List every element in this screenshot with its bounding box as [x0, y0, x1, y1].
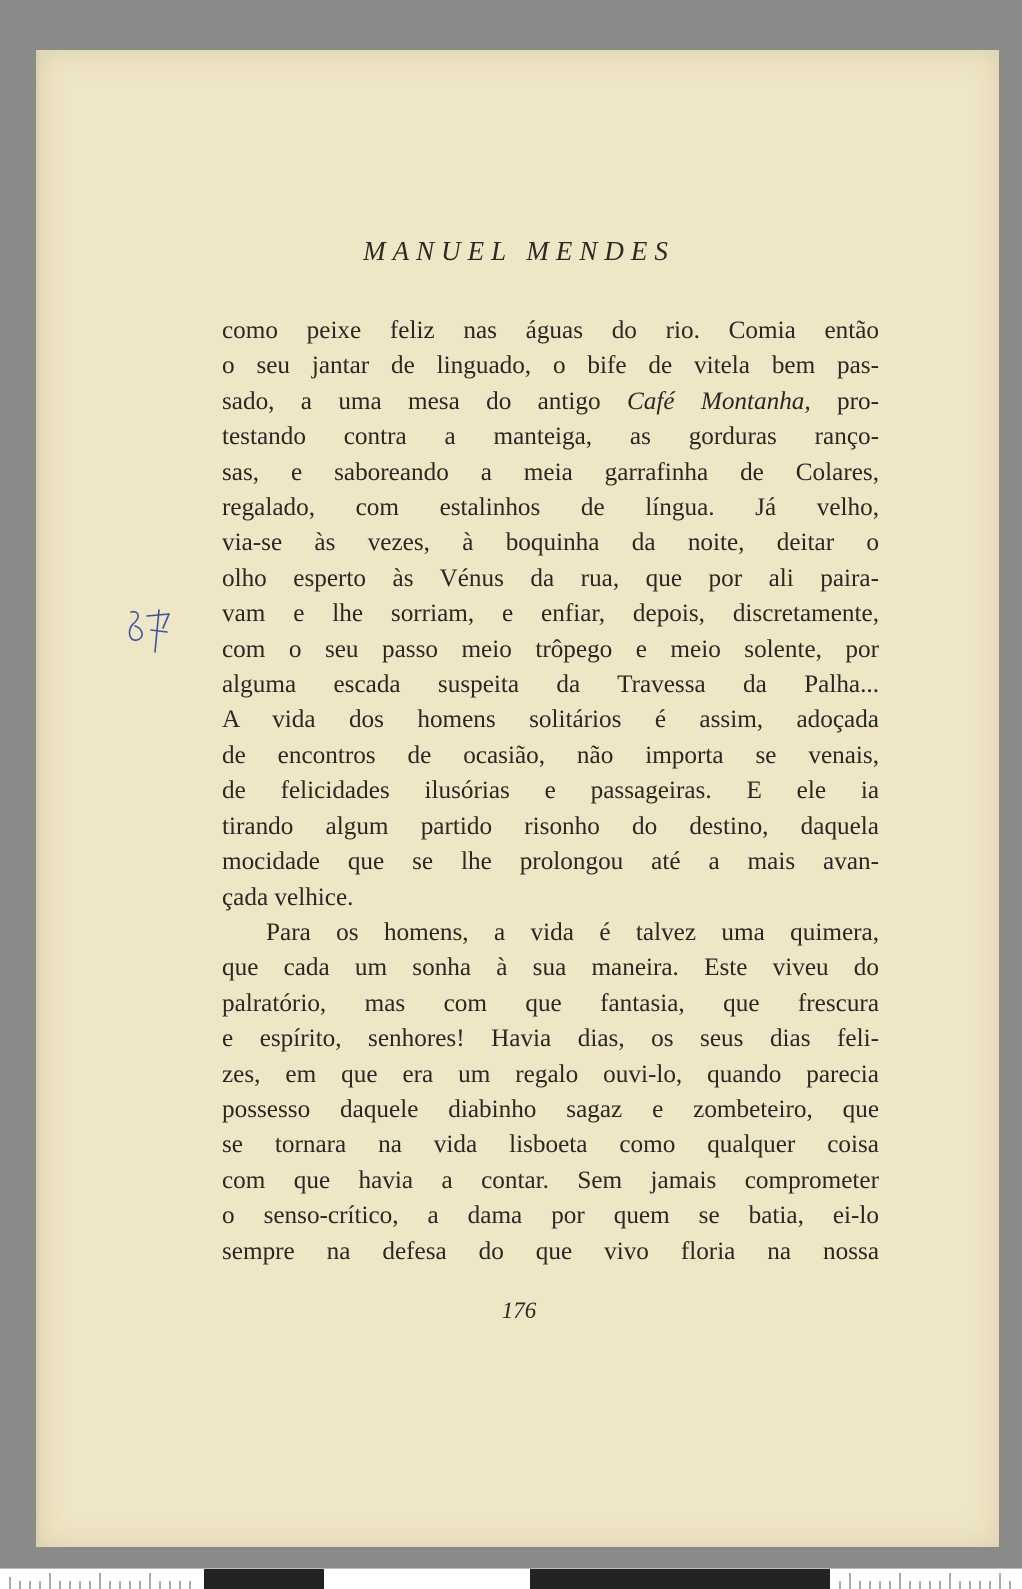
- text-line: sas, e saboreando a meia garrafinha de Colares,: [222, 458, 879, 486]
- text-line: sempre na defesa do que vivo floria na nossa: [222, 1237, 879, 1265]
- text-line: via-se às vezes, à boquinha da noite, deitar o: [222, 529, 879, 557]
- text-line: vam e lhe sorriam, e enfiar, depois, discretamente,: [222, 600, 879, 628]
- text-line: alguma escada suspeita da Travessa da Palha...: [222, 671, 879, 699]
- text-line: palratório, mas com que fantasia, que frescura: [222, 989, 879, 1017]
- text-line: de encontros de ocasião, não importa se venais,: [222, 741, 879, 769]
- text-line-mixed: [222, 384, 879, 419]
- folio-handwriting: [125, 606, 175, 656]
- text-line: como peixe feliz nas águas do rio. Comia então: [222, 317, 879, 344]
- text-line: Para os homens, a vida é talvez uma quimera,: [266, 918, 879, 946]
- text-line: o senso-crítico, a dama por quem se batia, ei-lo: [222, 1202, 879, 1230]
- text-line: que cada um sonha à sua maneira. Este viveu do: [222, 954, 879, 982]
- page-number: 176: [501, 1298, 537, 1323]
- text-line: çada velhice.: [222, 883, 354, 911]
- text-line: A vida dos homens solitários é assim, adoçada: [222, 706, 879, 734]
- folio-pencil-mark: [125, 606, 175, 656]
- book-page: [36, 50, 999, 1547]
- running-head: MANUEL MENDES: [363, 236, 675, 266]
- scale-ticks: [0, 1569, 1022, 1589]
- text-line: olho esperto às Vénus da rua, que por ali paira-: [222, 564, 879, 592]
- text-line: possesso daquele diabinho sagaz e zombeteiro, que: [222, 1095, 879, 1123]
- color-scale-bar: [0, 1568, 1022, 1589]
- text-segment: sado, a uma mesa do antigo: [222, 387, 627, 415]
- text-line: e espírito, senhores! Havia dias, os seus dias feli-: [222, 1025, 879, 1053]
- text-line: regalado, com estalinhos de língua. Já velho,: [222, 494, 879, 522]
- text-line: de felicidades ilusórias e passageiras. E ele ia: [222, 777, 879, 805]
- text-line: zes, em que era um regalo ouvi-lo, quando parecia: [222, 1060, 879, 1088]
- text-line: com o seu passo meio trôpego e meio solente, por: [222, 635, 879, 663]
- text-line: testando contra a manteiga, as gorduras ranço-: [222, 423, 879, 451]
- text-line: tirando algum partido risonho do destino, daquela: [222, 812, 879, 840]
- text-line: mocidade que se lhe prolongou até a mais avan-: [222, 848, 879, 876]
- text-line: o seu jantar de linguado, o bife de vitela bem pas-: [222, 352, 879, 380]
- cafe-montanha-italic: Café Montanha,: [626, 387, 811, 415]
- text-segment: pro-: [810, 387, 879, 415]
- text-line: com que havia a contar. Sem jamais comprometer: [222, 1166, 879, 1194]
- text-line: se tornara na vida lisboeta como qualquer coisa: [222, 1131, 879, 1159]
- body-text: [222, 313, 879, 1269]
